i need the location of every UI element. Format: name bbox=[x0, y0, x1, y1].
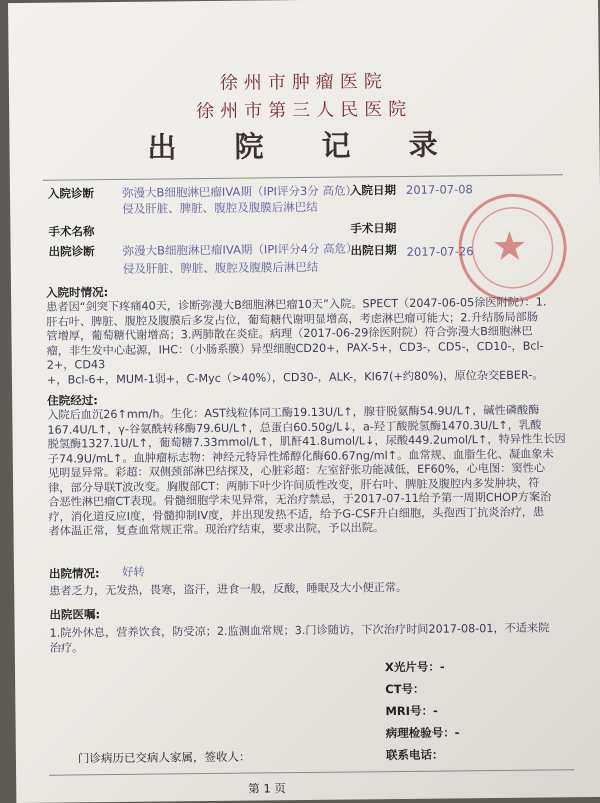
text-line: 合恶性淋巴瘤CT表现。骨髓细胞学未见异常，无治疗禁忌，于2017-07-11给予第一周期CHOP方案治 bbox=[48, 490, 552, 509]
admission-status-text bbox=[46, 295, 567, 387]
hospital-name-1: 徐州市肿瘤医院 bbox=[219, 71, 388, 94]
text-line: 1.院外休息，营养饮食，防受凉；2.监测血常规；3.门诊随访，下次治疗时间2017-08-01，不适来院 bbox=[49, 621, 550, 640]
text-line: 见明显异常。彩超：双侧颈部淋巴结探及，心脏彩超：左室舒张功能减低，EF60%，心电图：窦性心 bbox=[47, 461, 546, 480]
discharge-dx-label: 出院诊断 bbox=[48, 244, 95, 259]
text-line: 患者因“剑突下疼痛40天，诊断弥漫大B细胞淋巴瘤10天”入院。SPECT（2047-06-05徐医附院）：1. bbox=[46, 295, 547, 314]
surgery-date-label: 手术日期 bbox=[350, 221, 397, 236]
discharge-status-label: 出院情况: bbox=[48, 566, 100, 581]
text-line: 入院后血沉26↑mm/h。生化：AST线粒体同工酶19.13U/L↑，腺苷脱氨酶54.9U/L↑，碱性磷酸酶 bbox=[47, 403, 540, 422]
text-line: 管增厚，葡萄糖代谢增高；3.两肺散在炎症。病理（2017-06-29徐医附院）符合弥漫大B细胞淋巴 bbox=[46, 324, 533, 343]
seal-star-icon: ★ bbox=[491, 223, 528, 271]
text-line: +，Bcl-6+，MUM-1弱+，C-Myc（>40%），CD30-，ALK-，KI67(+约80%)，原位杂交EBER-。 bbox=[46, 368, 544, 387]
text-line: 瘤，非生发中心起源，IHC：（小肠系膜）异型细胞CD20+，PAX-5+，CD3-，CD5-，CD10-，Bcl-2+，CD43 bbox=[46, 338, 544, 372]
discharge-record-page bbox=[8, 0, 600, 803]
text-line: 治疗。 bbox=[49, 640, 84, 655]
hospital-seal bbox=[458, 193, 567, 302]
admission-status-label: 入院时情况: bbox=[45, 285, 109, 300]
discharge-orders-text bbox=[50, 621, 570, 655]
text-line: 肝右叶、脾脏、腹腔及腹膜后多发占位，葡萄糖代谢明显增高，考虑淋巴瘤可能大；2.升结肠局部肠 bbox=[46, 310, 539, 329]
admit-dx-value-1: 弥漫大B细胞淋巴瘤IVA期（IPI评分3分 高危） bbox=[121, 183, 358, 200]
admit-date-value: 2017-07-08 bbox=[405, 182, 473, 197]
text-line: 疗，消化道反应I度，骨髓抑制IV度，并出现发热不适，给予G-CSF升白细胞，头孢西丁抗炎治疗，患 bbox=[48, 505, 545, 524]
admit-dx-label: 入院诊断 bbox=[47, 186, 95, 201]
handover-signature-line: 门诊病历已交病人家属，签收人： bbox=[77, 749, 251, 766]
ct-number: CT号： bbox=[385, 681, 425, 697]
footer-divider bbox=[49, 769, 574, 775]
header-divider bbox=[43, 174, 563, 180]
xray-number: X光片号：- bbox=[384, 659, 445, 675]
surgery-label: 手术名称 bbox=[48, 224, 95, 239]
discharge-status-text: 患者乏力，无发热，畏寒，盗汗，进食一般，反酸，睡眠及大小便正常。 bbox=[49, 580, 408, 598]
discharge-date-label: 出院日期 bbox=[350, 243, 397, 258]
discharge-orders-label: 出院医嘱: bbox=[49, 607, 101, 622]
discharge-status-value: 好转 bbox=[121, 564, 146, 579]
discharge-date-value: 2017-07-26 bbox=[406, 244, 474, 259]
discharge-dx-value-1: 弥漫大B细胞淋巴瘤IVA期（IPI评分4分 高危） bbox=[122, 241, 358, 258]
text-line: 167.4U/L↑，γ-谷氨酰转移酶79.6U/L↑，总蛋白60.50g/L↓，a-羟丁酸脱氢酶1470.3U/L↑，乳酸 bbox=[47, 418, 542, 437]
contact-phone: 联系电话： bbox=[385, 747, 444, 763]
pathology-number: 病理检验号：- bbox=[385, 725, 460, 741]
hospital-course-text bbox=[47, 403, 568, 539]
admit-dx-value-2: 侵及肝脏、脾脏、腹腔及腹膜后淋巴结 bbox=[122, 199, 318, 216]
discharge-dx-value-2: 侵及肝脏、脾脏、腹腔及腹膜后淋巴结 bbox=[122, 259, 319, 276]
hospital-name-2: 徐州市第三人民医院 bbox=[196, 98, 413, 123]
text-line: 者体温正常，复查血常规正常。现治疗结束，要求出院，予以出院。 bbox=[48, 521, 385, 538]
page-number: 第 1 页 bbox=[248, 781, 286, 796]
mri-number: MRI号：- bbox=[385, 703, 438, 719]
text-line: 子74.9U/mL↑。血肿瘤标志物：神经元特异性烯醇化酶60.67ng/ml↑。血常规、血脂生化、凝血象未 bbox=[47, 446, 554, 466]
text-line: 脱氢酶1327.1U/L↑，葡萄糖7.33mmol/L↑，肌酐41.8umol/L↓，尿酸449.2umol/L↑，特异性生长因 bbox=[47, 432, 566, 451]
admit-date-label: 入院日期 bbox=[349, 183, 397, 198]
text-line: 律，部分导联T波改变。胸腹部CT：两肺下叶少许间质性改变，肝右叶、脾脏及腹腔内多发肿块，符 bbox=[48, 476, 540, 495]
document-title: 出 院 记 录 bbox=[147, 127, 462, 165]
hospital-course-label: 住院经过: bbox=[47, 393, 98, 408]
